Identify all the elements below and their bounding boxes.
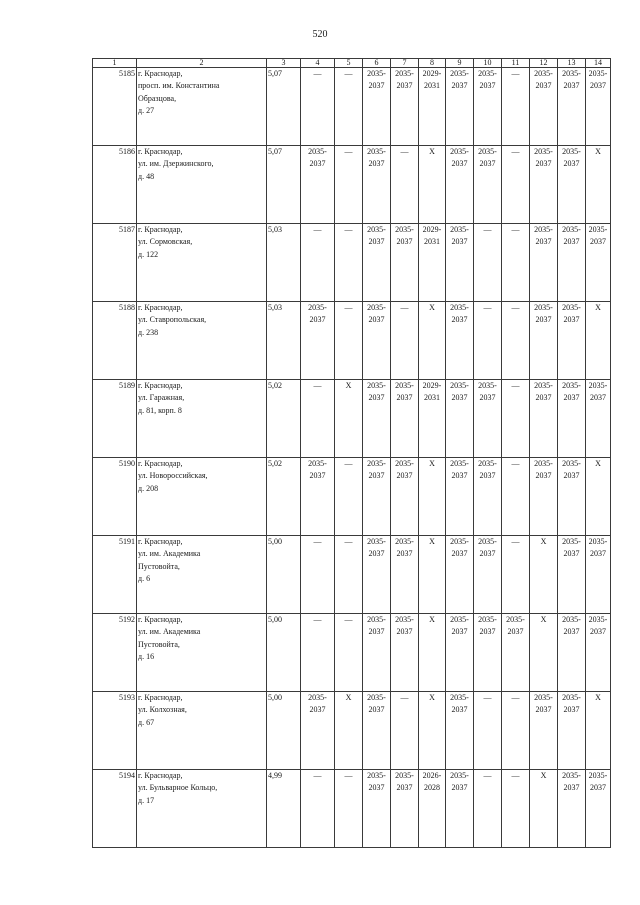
row-cell-col-12: X xyxy=(530,614,558,692)
row-cell-col-7: 2035-2037 xyxy=(391,614,419,692)
row-cell-col-4: — xyxy=(301,770,335,848)
table-row xyxy=(93,68,611,146)
row-area: 5,02 xyxy=(267,380,301,458)
row-cell-col-4: 2035-2037 xyxy=(301,458,335,536)
row-cell-col-7: 2035-2037 xyxy=(391,224,419,302)
row-cell-col-14: 2035-2037 xyxy=(586,380,611,458)
row-cell-col-10: — xyxy=(474,224,502,302)
row-cell-col-10: — xyxy=(474,770,502,848)
row-cell-col-14: 2035-2037 xyxy=(586,68,611,146)
row-cell-col-5: — xyxy=(335,68,363,146)
row-cell-col-6: 2035-2037 xyxy=(363,380,391,458)
column-header-6: 6 xyxy=(363,59,391,68)
row-cell-col-14: X xyxy=(586,692,611,770)
row-cell-col-5: — xyxy=(335,302,363,380)
row-cell-col-8: 2029-2031 xyxy=(419,68,446,146)
row-cell-col-11: — xyxy=(502,146,530,224)
row-cell-col-9: 2035-2037 xyxy=(446,302,474,380)
row-address: г. Краснодар, ул. Гаражная, д. 81, корп. 8 xyxy=(137,380,267,458)
column-header-7: 7 xyxy=(391,59,419,68)
column-header-11: 11 xyxy=(502,59,530,68)
row-address: г. Краснодар, ул. им. Академика Пустовойта, д. 16 xyxy=(137,614,267,692)
row-cell-col-6: 2035-2037 xyxy=(363,614,391,692)
row-cell-col-11: — xyxy=(502,770,530,848)
row-cell-col-8: X xyxy=(419,536,446,614)
row-cell-col-10: — xyxy=(474,302,502,380)
row-address: г. Краснодар, просп. им. Константина Образцова, д. 27 xyxy=(137,68,267,146)
row-cell-col-7: 2035-2037 xyxy=(391,380,419,458)
row-cell-col-7: — xyxy=(391,302,419,380)
page-number: 520 xyxy=(312,29,328,40)
row-cell-col-6: 2035-2037 xyxy=(363,692,391,770)
row-cell-col-4: 2035-2037 xyxy=(301,302,335,380)
table-row xyxy=(93,614,611,692)
row-number: 5191 xyxy=(93,536,137,614)
row-number: 5188 xyxy=(93,302,137,380)
row-area: 5,07 xyxy=(267,146,301,224)
row-cell-col-8: X xyxy=(419,302,446,380)
row-cell-col-12: X xyxy=(530,770,558,848)
column-header-4: 4 xyxy=(301,59,335,68)
row-address: г. Краснодар, ул. Новороссийская, д. 208 xyxy=(137,458,267,536)
row-area: 5,02 xyxy=(267,458,301,536)
row-cell-col-4: — xyxy=(301,380,335,458)
row-cell-col-10: 2035-2037 xyxy=(474,68,502,146)
row-cell-col-6: 2035-2037 xyxy=(363,68,391,146)
table-row xyxy=(93,536,611,614)
row-cell-col-11: 2035-2037 xyxy=(502,614,530,692)
row-address: г. Краснодар, ул. Колхозная, д. 67 xyxy=(137,692,267,770)
row-cell-col-4: — xyxy=(301,614,335,692)
table-row xyxy=(93,302,611,380)
row-cell-col-12: 2035-2037 xyxy=(530,458,558,536)
table-row xyxy=(93,692,611,770)
row-cell-col-11: — xyxy=(502,380,530,458)
row-cell-col-11: — xyxy=(502,224,530,302)
row-cell-col-11: — xyxy=(502,692,530,770)
row-cell-col-9: 2035-2037 xyxy=(446,692,474,770)
row-cell-col-11: — xyxy=(502,458,530,536)
row-cell-col-8: X xyxy=(419,692,446,770)
row-area: 5,00 xyxy=(267,614,301,692)
row-cell-col-8: 2026-2028 xyxy=(419,770,446,848)
row-area: 4,99 xyxy=(267,770,301,848)
row-cell-col-8: 2029-2031 xyxy=(419,224,446,302)
row-cell-col-13: 2035-2037 xyxy=(558,692,586,770)
row-cell-col-8: 2029-2031 xyxy=(419,380,446,458)
row-cell-col-5: — xyxy=(335,146,363,224)
column-header-8: 8 xyxy=(419,59,446,68)
row-number: 5190 xyxy=(93,458,137,536)
row-address: г. Краснодар, ул. им. Академика Пустовойта, д. 6 xyxy=(137,536,267,614)
column-header-14: 14 xyxy=(586,59,611,68)
row-address: г. Краснодар, ул. Сормовская, д. 122 xyxy=(137,224,267,302)
row-cell-col-4: — xyxy=(301,68,335,146)
row-cell-col-6: 2035-2037 xyxy=(363,770,391,848)
table-row xyxy=(93,224,611,302)
row-cell-col-5: — xyxy=(335,614,363,692)
row-cell-col-4: 2035-2037 xyxy=(301,692,335,770)
row-cell-col-6: 2035-2037 xyxy=(363,224,391,302)
row-cell-col-10: 2035-2037 xyxy=(474,146,502,224)
row-cell-col-13: 2035-2037 xyxy=(558,380,586,458)
row-cell-col-14: 2035-2037 xyxy=(586,614,611,692)
row-cell-col-7: 2035-2037 xyxy=(391,68,419,146)
row-cell-col-12: X xyxy=(530,536,558,614)
row-cell-col-9: 2035-2037 xyxy=(446,770,474,848)
row-cell-col-9: 2035-2037 xyxy=(446,536,474,614)
row-cell-col-6: 2035-2037 xyxy=(363,302,391,380)
row-address: г. Краснодар, ул. им. Дзержинского, д. 48 xyxy=(137,146,267,224)
row-cell-col-13: 2035-2037 xyxy=(558,770,586,848)
row-cell-col-7: — xyxy=(391,146,419,224)
row-number: 5192 xyxy=(93,614,137,692)
row-cell-col-13: 2035-2037 xyxy=(558,458,586,536)
row-address: г. Краснодар, ул. Бульварное Кольцо, д. 17 xyxy=(137,770,267,848)
row-cell-col-10: 2035-2037 xyxy=(474,614,502,692)
row-area: 5,00 xyxy=(267,536,301,614)
row-cell-col-4: 2035-2037 xyxy=(301,146,335,224)
column-header-5: 5 xyxy=(335,59,363,68)
row-number: 5194 xyxy=(93,770,137,848)
column-header-12: 12 xyxy=(530,59,558,68)
row-cell-col-12: 2035-2037 xyxy=(530,146,558,224)
row-number: 5187 xyxy=(93,224,137,302)
row-number: 5189 xyxy=(93,380,137,458)
column-header-3: 3 xyxy=(267,59,301,68)
row-cell-col-5: — xyxy=(335,458,363,536)
row-cell-col-13: 2035-2037 xyxy=(558,536,586,614)
row-area: 5,07 xyxy=(267,68,301,146)
column-header-9: 9 xyxy=(446,59,474,68)
row-cell-col-4: — xyxy=(301,536,335,614)
row-cell-col-11: — xyxy=(502,302,530,380)
column-header-1: 1 xyxy=(93,59,137,68)
column-header-13: 13 xyxy=(558,59,586,68)
row-cell-col-12: 2035-2037 xyxy=(530,68,558,146)
row-number: 5193 xyxy=(93,692,137,770)
row-cell-col-13: 2035-2037 xyxy=(558,302,586,380)
row-cell-col-7: 2035-2037 xyxy=(391,458,419,536)
table-row xyxy=(93,770,611,848)
row-cell-col-6: 2035-2037 xyxy=(363,458,391,536)
row-cell-col-13: 2035-2037 xyxy=(558,224,586,302)
row-cell-col-9: 2035-2037 xyxy=(446,614,474,692)
table-row xyxy=(93,458,611,536)
row-cell-col-6: 2035-2037 xyxy=(363,146,391,224)
row-cell-col-9: 2035-2037 xyxy=(446,146,474,224)
row-cell-col-8: X xyxy=(419,146,446,224)
row-cell-col-7: — xyxy=(391,692,419,770)
row-cell-col-9: 2035-2037 xyxy=(446,458,474,536)
housing-register-table xyxy=(92,58,611,848)
row-cell-col-6: 2035-2037 xyxy=(363,536,391,614)
row-cell-col-12: 2035-2037 xyxy=(530,302,558,380)
row-cell-col-10: 2035-2037 xyxy=(474,380,502,458)
row-cell-col-13: 2035-2037 xyxy=(558,614,586,692)
row-cell-col-13: 2035-2037 xyxy=(558,68,586,146)
row-address: г. Краснодар, ул. Ставропольская, д. 238 xyxy=(137,302,267,380)
row-cell-col-8: X xyxy=(419,458,446,536)
row-cell-col-13: 2035-2037 xyxy=(558,146,586,224)
row-number: 5186 xyxy=(93,146,137,224)
row-cell-col-5: — xyxy=(335,770,363,848)
row-number: 5185 xyxy=(93,68,137,146)
row-cell-col-14: X xyxy=(586,458,611,536)
row-cell-col-12: 2035-2037 xyxy=(530,692,558,770)
row-cell-col-5: X xyxy=(335,380,363,458)
row-cell-col-5: — xyxy=(335,536,363,614)
row-cell-col-9: 2035-2037 xyxy=(446,68,474,146)
row-area: 5,00 xyxy=(267,692,301,770)
row-cell-col-11: — xyxy=(502,536,530,614)
row-cell-col-14: X xyxy=(586,302,611,380)
row-cell-col-14: 2035-2037 xyxy=(586,770,611,848)
row-cell-col-5: — xyxy=(335,224,363,302)
column-number-row xyxy=(93,59,611,68)
row-area: 5,03 xyxy=(267,302,301,380)
row-cell-col-14: X xyxy=(586,146,611,224)
row-area: 5,03 xyxy=(267,224,301,302)
row-cell-col-12: 2035-2037 xyxy=(530,380,558,458)
row-cell-col-9: 2035-2037 xyxy=(446,224,474,302)
row-cell-col-11: — xyxy=(502,68,530,146)
row-cell-col-10: 2035-2037 xyxy=(474,536,502,614)
row-cell-col-10: 2035-2037 xyxy=(474,458,502,536)
row-cell-col-14: 2035-2037 xyxy=(586,224,611,302)
row-cell-col-5: X xyxy=(335,692,363,770)
table-row xyxy=(93,380,611,458)
column-header-2: 2 xyxy=(137,59,267,68)
row-cell-col-12: 2035-2037 xyxy=(530,224,558,302)
row-cell-col-9: 2035-2037 xyxy=(446,380,474,458)
row-cell-col-10: — xyxy=(474,692,502,770)
row-cell-col-4: — xyxy=(301,224,335,302)
column-header-10: 10 xyxy=(474,59,502,68)
row-cell-col-7: 2035-2037 xyxy=(391,770,419,848)
row-cell-col-14: 2035-2037 xyxy=(586,536,611,614)
row-cell-col-7: 2035-2037 xyxy=(391,536,419,614)
table-row xyxy=(93,146,611,224)
row-cell-col-8: X xyxy=(419,614,446,692)
